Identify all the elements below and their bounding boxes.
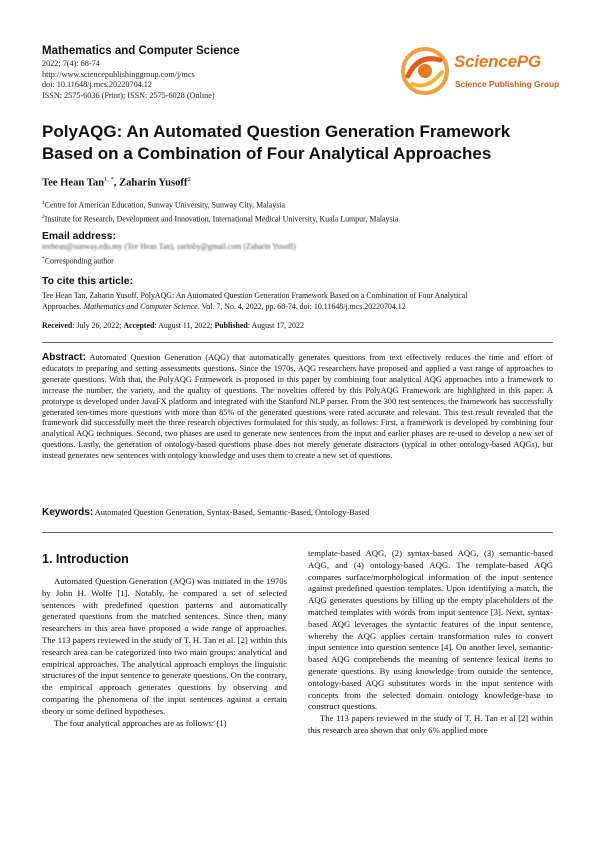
- author-sup: 1, *: [104, 176, 114, 183]
- meta-line: ISSN: 2575-6036 (Print); ISSN: 2575-6028 (Online): [42, 90, 215, 100]
- author-name: Tee Hean Tan: [42, 177, 105, 189]
- author-name: Zaharin Yusoff: [119, 177, 188, 189]
- divider: [42, 342, 553, 343]
- author-separator: ,: [113, 177, 120, 189]
- cite-heading: To cite this article:: [42, 276, 134, 287]
- journal-meta: [42, 59, 372, 101]
- affiliation-sup: 1: [42, 200, 45, 206]
- cite-text: Approaches.: [42, 302, 84, 311]
- accepted-label: Accepted: [123, 321, 155, 330]
- affiliation-text: Institute for Research, Development and Innovation, International Medical University, Kuala Lumpur, Malaysia: [44, 214, 399, 224]
- received-date: : July 26, 2022;: [72, 321, 124, 330]
- keywords: [42, 507, 553, 518]
- left-column: [42, 576, 287, 729]
- paragraph: The four analytical approaches are as follows: (1): [54, 717, 227, 728]
- author-sup: 2: [187, 176, 191, 183]
- published-label: Published: [214, 321, 248, 330]
- corresponding-text: Corresponding author: [44, 256, 114, 266]
- cite-text: . Vol. 7, No. 4, 2022, pp. 68-74. doi: 10.11648/j.mcs.20220704.12: [197, 302, 406, 311]
- meta-line: 2022; 7(4): 68-74: [42, 59, 100, 68]
- logo-subtitle: Science Publishing Group: [455, 79, 560, 89]
- meta-line: http://www.sciencepublishinggroup.com/j/mcs: [42, 69, 195, 79]
- corresponding-sup: *: [42, 256, 45, 262]
- email-heading: Email address:: [42, 231, 116, 242]
- author-line: [42, 176, 191, 189]
- received-label: Received: [42, 321, 73, 330]
- meta-line: doi: 10.11648/j.mcs.20220704.12: [42, 80, 152, 90]
- paragraph: Automated Question Generation (AQG) was initiated in the 1970s by John H. Wolfe [1]. Notably, he compared a set of selected sentences with predefined question patterns and automatically generated questions from the matched sentences. Since then, many researchers in this area have proposed a wide range of approaches. The 113 papers reviewed in the study of T. H. Tan et al. [2] within this research area can be categorized into two main groups: analytical and empirical approaches. The analytical approach employs the linguistic structures of the input sentence to generate questions. On the contrary, the empirical approach generates questions by observing and comparing the phenomena of the input sentences against a certain theory or some defined hypotheses.: [42, 576, 287, 716]
- cite-journal: Mathematics and Computer Science: [83, 302, 198, 311]
- cite-line: Tee Hean Tan, Zaharin Yusoff. PolyAQG: An Automated Question Generation Framework Based on a Combination of Four Analytical: [42, 291, 468, 300]
- logo-name: SciencePG: [454, 52, 542, 71]
- paper-title: PolyAQG: An Automated Question Generation Framework Based on a Combination of Four Analytical Approaches: [42, 122, 511, 163]
- paragraph: template-based AQG, (2) syntax-based AQG, (3) semantic-based AQG, and (4) ontology-based AQG. The template-based AQG compares surface/morphological information of the input sentence against predefined question templates. Upon identifying a match, the AQG generates questions by filling up the empty placeholders of the matched templates with words from input sentence [3]. Next, syntax-based AQG leverages the syntactic features of the input sentence, whereby the AQG applies certain transformation rules to convert input sentence into question sentence [4]. On another level, semantic-based AQG comprehends the meaning of sentence lexical items to generate questions. By using knowledge from outside the sentence, ontology-based AQG substitutes words in the input sentence with concepts from the selected domain ontology knowledge-base to construct questions.: [308, 548, 553, 712]
- abstract-label: Abstract:: [42, 352, 86, 363]
- article-dates: [42, 321, 557, 332]
- corresponding-note: [42, 254, 557, 267]
- keywords-text: Automated Question Generation, Syntax-Based, Semantic-Based, Ontology-Based: [94, 508, 370, 517]
- right-column: [308, 548, 553, 737]
- abstract: [42, 353, 553, 462]
- journal-name: Mathematics and Computer Science: [42, 45, 240, 57]
- divider: [42, 532, 553, 533]
- section-heading: 1. Introduction: [42, 552, 129, 566]
- email-line[interactable]: teehean@sunway.edu.my (Tee Hean Tan), zarinby@gmail.com (Zaharin Yusoff): [42, 242, 296, 251]
- affiliation-sup: 2: [42, 214, 45, 220]
- affiliation-text: Centre for American Education, Sunway University, Sunway City, Malaysia: [44, 200, 285, 210]
- logo-swirl-icon: [400, 46, 450, 96]
- affiliation: [42, 198, 557, 211]
- accepted-date: : August 11, 2022;: [154, 321, 215, 330]
- publisher-logo: [400, 46, 560, 96]
- keywords-label: Keywords:: [42, 507, 94, 518]
- affiliation: [42, 212, 557, 225]
- cite-line: [42, 302, 557, 313]
- abstract-text: Automated Question Generation (AQG) that automatically generates questions from text effectively reduces the time and effort of educators in preparing and setting assessments questions. Since the 1970s, AQG researchers have proposed and applied a vast range of approaches to generate questions. With that, the PolyAQG Framework is proposed in this paper by combining four analytical AQG approaches into a framework to increase the number, the variety, and the quality of questions. The novelties offered by this PolyAQG Framework are highlighted in this paper. A prototype is developed under JavaFX platform and integrated with the Stanford NLP parser. From the 300 test sentences, the framework has successfully generated ten-times more questions with more than 85% of the generated questions were rated accurate and relevant. This test result revealed that the framework did successfully meet the three research objectives formulated for this study, as follows: First, a framework is developed by combining four analytical AQG techniques. Second, two phases are used to generate new sentences from the input and earlier phases are re-used to develop a new set of questions. Lastly, the generation of ontology-based questions phase does not merely generate distractors (typical in other ontology-based AQGs), but instead generates new sentences with ontology knowledge and uses them to create a new set of questions.: [42, 353, 553, 461]
- published-date: : August 17, 2022: [247, 321, 304, 330]
- paragraph: The 113 papers reviewed in the study of T. H. Tan et al [2] within this research area shown that only 6% applied more: [308, 713, 553, 735]
